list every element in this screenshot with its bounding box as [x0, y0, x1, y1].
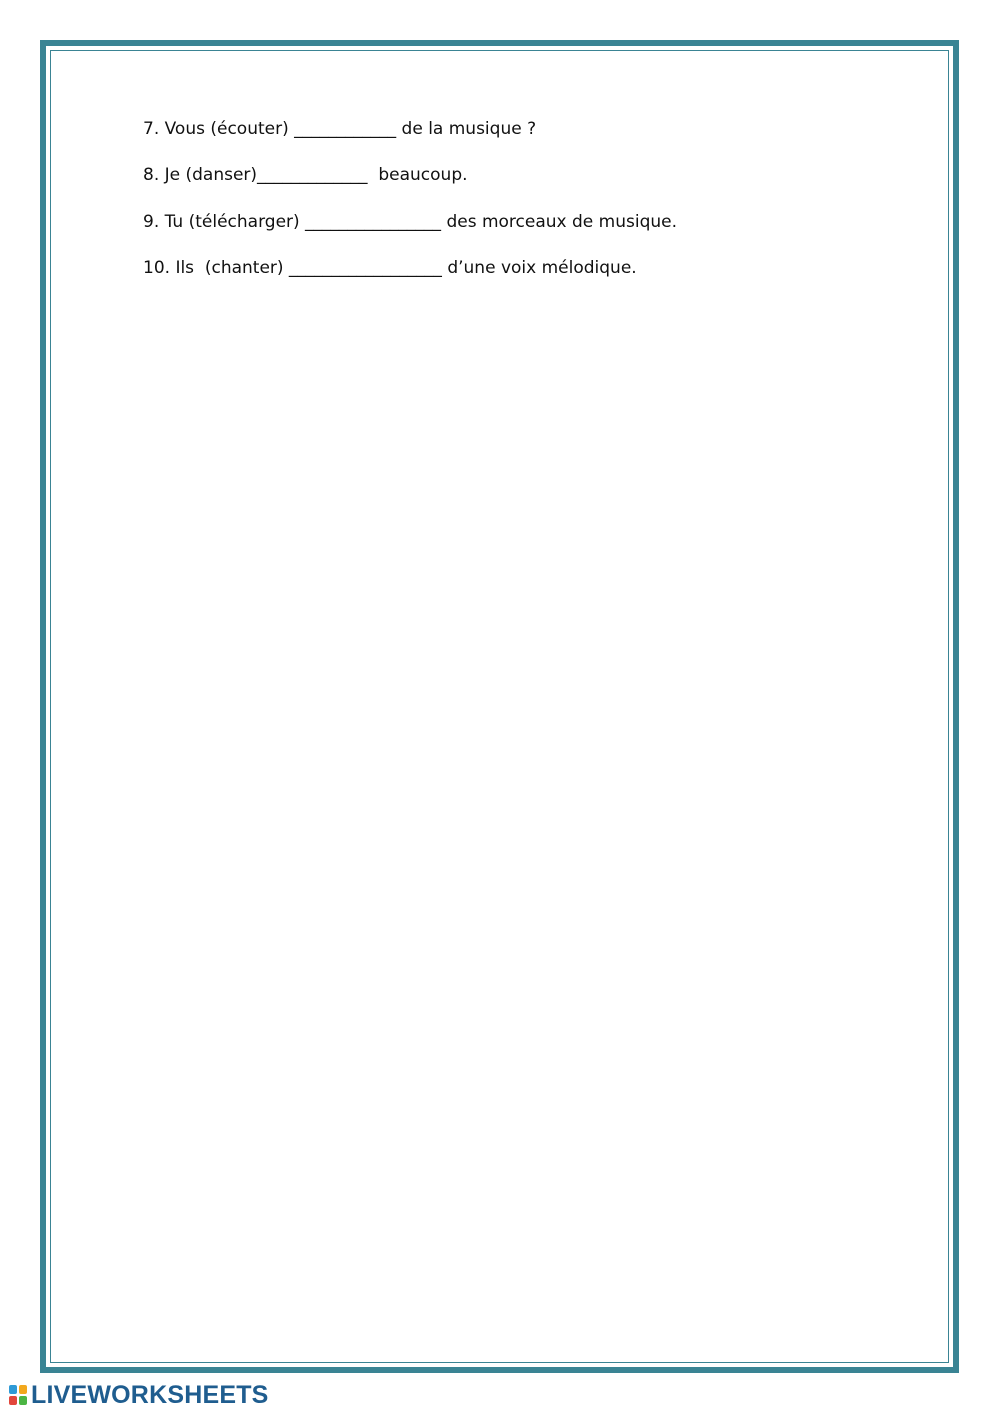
exercise-item: 7. Vous (écouter) ____________ de la musique ?: [143, 119, 537, 139]
logo-square-green: [19, 1396, 27, 1405]
exercise-list: [143, 118, 677, 303]
logo-square-orange: [19, 1385, 27, 1394]
liveworksheets-logo-icon: [8, 1384, 28, 1406]
exercise-item: 8. Je (danser)_____________ beaucoup.: [143, 165, 468, 186]
logo-square-red: [9, 1396, 17, 1405]
logo-text: LIVEWORKSHEETS: [31, 1380, 269, 1409]
exercise-item: 10. Ils (chanter) __________________ d’une voix mélodique.: [143, 257, 637, 278]
exercise-item: 9. Tu (télécharger) ________________ des morceaux de musique.: [143, 211, 677, 232]
liveworksheets-logo: [8, 1381, 269, 1409]
logo-square-blue: [9, 1385, 17, 1394]
